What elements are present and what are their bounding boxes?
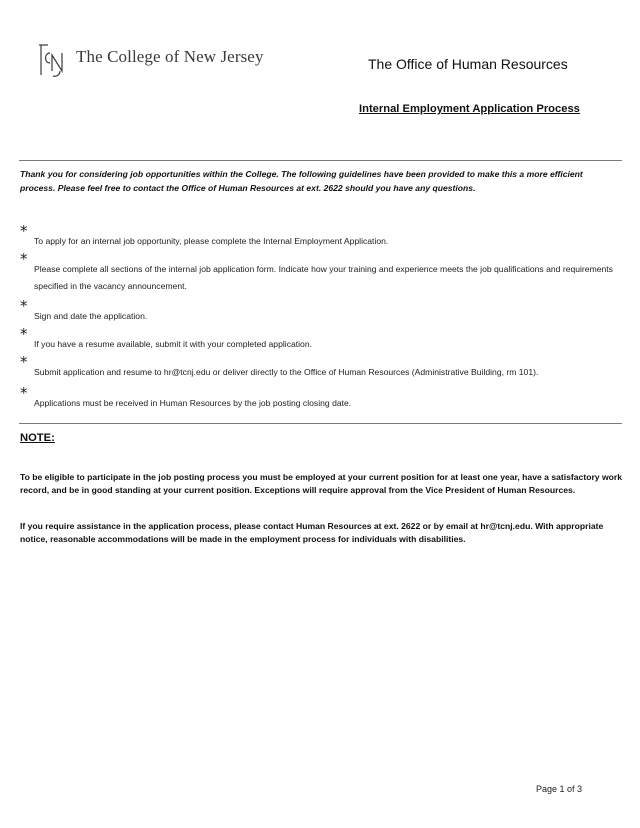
page-number: Page 1 of 3 <box>536 784 583 794</box>
guideline-text: To apply for an internal job opportunity, please complete the Internal Employment Application. <box>34 236 389 246</box>
asterisk-bullet-icon: * <box>20 297 28 315</box>
intro-text: Thank you for considering job opportunities within the College. The following guidelines have been provided to make this a more efficient process. Please feel free to contact the Office of Human Resources at ext. 2622 should you have any questions. <box>20 169 583 193</box>
assistance-paragraph: If you require assistance in the application process, please contact Human Resources at ext. 2622 or by email at hr@tcnj.edu. With appropriate notice, reasonable accommodations will be made in the employment process for individuals with disabilities. <box>20 521 604 544</box>
divider <box>19 423 622 424</box>
asterisk-bullet-icon: * <box>20 384 28 402</box>
note-heading: NOTE: <box>20 432 55 444</box>
guideline-text: Submit application and resume to hr@tcnj.edu or deliver directly to the Office of Human Resources (Administrative Building, rm 101). <box>34 367 539 377</box>
document-title: Internal Employment Application Process <box>359 103 580 115</box>
divider <box>19 160 622 161</box>
guideline-text: Applications must be received in Human Resources by the job posting closing date. <box>34 398 352 408</box>
college-name: The College of New Jersey <box>76 47 264 66</box>
office-title: The Office of Human Resources <box>368 56 568 72</box>
college-logo <box>38 40 264 80</box>
tcnj-monogram-icon <box>38 41 68 79</box>
eligibility-paragraph: To be eligible to participate in the job posting process you must be employed at your current position for at least one year, have a satisfactory work record, and be in good standing at your current position. Exceptions will require approval from the Vice President of Human Resources. <box>20 472 623 495</box>
guideline-text: Sign and date the application. <box>34 311 148 321</box>
asterisk-bullet-icon: * <box>20 250 28 268</box>
asterisk-bullet-icon: * <box>20 353 28 371</box>
guideline-text: Please complete all sections of the internal job application form. Indicate how your training and experience meets the job qualifications and requirements specified in the vacancy announcement. <box>34 264 613 291</box>
asterisk-bullet-icon: * <box>20 222 28 240</box>
guideline-text: If you have a resume available, submit it with your completed application. <box>34 339 313 349</box>
asterisk-bullet-icon: * <box>20 325 28 343</box>
